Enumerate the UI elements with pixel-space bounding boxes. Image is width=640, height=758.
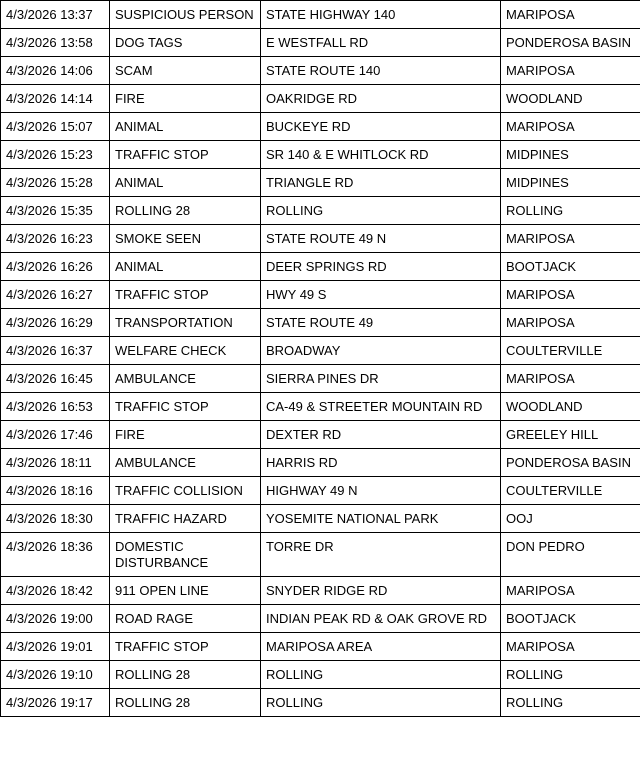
- table-row: [1, 225, 640, 253]
- table-row: [1, 281, 640, 309]
- area-cell: MARIPOSA: [501, 57, 640, 85]
- datetime-cell: 4/3/2026 19:01: [1, 633, 110, 661]
- area-cell: COULTERVILLE: [501, 477, 640, 505]
- datetime-cell: 4/3/2026 15:23: [1, 141, 110, 169]
- table-row: [1, 113, 640, 141]
- area-cell: COULTERVILLE: [501, 337, 640, 365]
- location-cell: DEXTER RD: [261, 421, 501, 449]
- location-cell: E WESTFALL RD: [261, 29, 501, 57]
- location-cell: OAKRIDGE RD: [261, 85, 501, 113]
- location-cell: BROADWAY: [261, 337, 501, 365]
- datetime-cell: 4/3/2026 16:37: [1, 337, 110, 365]
- datetime-cell: 4/3/2026 16:29: [1, 309, 110, 337]
- location-cell: YOSEMITE NATIONAL PARK: [261, 505, 501, 533]
- location-cell: ROLLING: [261, 197, 501, 225]
- area-cell: GREELEY HILL: [501, 421, 640, 449]
- datetime-cell: 4/3/2026 13:37: [1, 1, 110, 29]
- datetime-cell: 4/3/2026 14:06: [1, 57, 110, 85]
- call-type-cell: FIRE: [110, 85, 261, 113]
- datetime-cell: 4/3/2026 16:23: [1, 225, 110, 253]
- area-cell: MARIPOSA: [501, 113, 640, 141]
- location-cell: SR 140 & E WHITLOCK RD: [261, 141, 501, 169]
- call-type-cell: TRAFFIC STOP: [110, 393, 261, 421]
- datetime-cell: 4/3/2026 16:45: [1, 365, 110, 393]
- table-row: [1, 605, 640, 633]
- table-row: [1, 337, 640, 365]
- table-row: [1, 365, 640, 393]
- area-cell: PONDEROSA BASIN: [501, 29, 640, 57]
- area-cell: MARIPOSA: [501, 577, 640, 605]
- table-row: [1, 533, 640, 577]
- location-cell: HWY 49 S: [261, 281, 501, 309]
- datetime-cell: 4/3/2026 15:28: [1, 169, 110, 197]
- location-cell: TRIANGLE RD: [261, 169, 501, 197]
- call-type-cell: DOMESTIC DISTURBANCE: [110, 533, 261, 577]
- datetime-cell: 4/3/2026 19:17: [1, 689, 110, 717]
- table-row: [1, 141, 640, 169]
- call-type-cell: SUSPICIOUS PERSON: [110, 1, 261, 29]
- table-row: [1, 577, 640, 605]
- table-row: [1, 661, 640, 689]
- table-row: [1, 633, 640, 661]
- area-cell: MARIPOSA: [501, 281, 640, 309]
- call-type-cell: ANIMAL: [110, 169, 261, 197]
- location-cell: BUCKEYE RD: [261, 113, 501, 141]
- table-row: [1, 689, 640, 717]
- table-row: [1, 85, 640, 113]
- call-type-cell: DOG TAGS: [110, 29, 261, 57]
- location-cell: STATE ROUTE 49: [261, 309, 501, 337]
- call-type-cell: TRAFFIC COLLISION: [110, 477, 261, 505]
- call-type-cell: 911 OPEN LINE: [110, 577, 261, 605]
- datetime-cell: 4/3/2026 17:46: [1, 421, 110, 449]
- datetime-cell: 4/3/2026 13:58: [1, 29, 110, 57]
- area-cell: MARIPOSA: [501, 365, 640, 393]
- area-cell: BOOTJACK: [501, 605, 640, 633]
- datetime-cell: 4/3/2026 18:36: [1, 533, 110, 577]
- table-row: [1, 197, 640, 225]
- table-row: [1, 169, 640, 197]
- location-cell: SNYDER RIDGE RD: [261, 577, 501, 605]
- table-row: [1, 477, 640, 505]
- datetime-cell: 4/3/2026 16:53: [1, 393, 110, 421]
- table-row: [1, 393, 640, 421]
- area-cell: DON PEDRO: [501, 533, 640, 577]
- call-type-cell: TRAFFIC STOP: [110, 281, 261, 309]
- area-cell: MARIPOSA: [501, 633, 640, 661]
- call-type-cell: TRANSPORTATION: [110, 309, 261, 337]
- area-cell: MARIPOSA: [501, 1, 640, 29]
- location-cell: ROLLING: [261, 689, 501, 717]
- area-cell: ROLLING: [501, 197, 640, 225]
- area-cell: WOODLAND: [501, 393, 640, 421]
- location-cell: DEER SPRINGS RD: [261, 253, 501, 281]
- table-row: [1, 253, 640, 281]
- datetime-cell: 4/3/2026 16:26: [1, 253, 110, 281]
- call-type-cell: ROAD RAGE: [110, 605, 261, 633]
- table-row: [1, 29, 640, 57]
- location-cell: HARRIS RD: [261, 449, 501, 477]
- datetime-cell: 4/3/2026 19:00: [1, 605, 110, 633]
- table-row: [1, 505, 640, 533]
- datetime-cell: 4/3/2026 16:27: [1, 281, 110, 309]
- call-type-cell: ROLLING 28: [110, 661, 261, 689]
- datetime-cell: 4/3/2026 18:42: [1, 577, 110, 605]
- area-cell: OOJ: [501, 505, 640, 533]
- area-cell: ROLLING: [501, 661, 640, 689]
- datetime-cell: 4/3/2026 14:14: [1, 85, 110, 113]
- call-type-cell: AMBULANCE: [110, 365, 261, 393]
- call-type-cell: TRAFFIC STOP: [110, 141, 261, 169]
- datetime-cell: 4/3/2026 15:07: [1, 113, 110, 141]
- area-cell: MIDPINES: [501, 169, 640, 197]
- call-type-cell: TRAFFIC STOP: [110, 633, 261, 661]
- location-cell: HIGHWAY 49 N: [261, 477, 501, 505]
- location-cell: STATE ROUTE 140: [261, 57, 501, 85]
- call-type-cell: ROLLING 28: [110, 689, 261, 717]
- datetime-cell: 4/3/2026 18:30: [1, 505, 110, 533]
- call-type-cell: SMOKE SEEN: [110, 225, 261, 253]
- call-type-cell: FIRE: [110, 421, 261, 449]
- location-cell: MARIPOSA AREA: [261, 633, 501, 661]
- dispatch-log-body: [1, 1, 640, 717]
- call-type-cell: ANIMAL: [110, 253, 261, 281]
- table-row: [1, 421, 640, 449]
- datetime-cell: 4/3/2026 18:11: [1, 449, 110, 477]
- area-cell: MARIPOSA: [501, 309, 640, 337]
- table-row: [1, 449, 640, 477]
- location-cell: CA-49 & STREETER MOUNTAIN RD: [261, 393, 501, 421]
- location-cell: STATE HIGHWAY 140: [261, 1, 501, 29]
- table-row: [1, 309, 640, 337]
- area-cell: MARIPOSA: [501, 225, 640, 253]
- call-type-cell: WELFARE CHECK: [110, 337, 261, 365]
- datetime-cell: 4/3/2026 19:10: [1, 661, 110, 689]
- call-type-cell: SCAM: [110, 57, 261, 85]
- datetime-cell: 4/3/2026 18:16: [1, 477, 110, 505]
- location-cell: ROLLING: [261, 661, 501, 689]
- call-type-cell: ROLLING 28: [110, 197, 261, 225]
- area-cell: BOOTJACK: [501, 253, 640, 281]
- location-cell: INDIAN PEAK RD & OAK GROVE RD: [261, 605, 501, 633]
- location-cell: STATE ROUTE 49 N: [261, 225, 501, 253]
- call-type-cell: TRAFFIC HAZARD: [110, 505, 261, 533]
- call-type-cell: AMBULANCE: [110, 449, 261, 477]
- area-cell: ROLLING: [501, 689, 640, 717]
- area-cell: PONDEROSA BASIN: [501, 449, 640, 477]
- datetime-cell: 4/3/2026 15:35: [1, 197, 110, 225]
- table-row: [1, 1, 640, 29]
- location-cell: SIERRA PINES DR: [261, 365, 501, 393]
- table-row: [1, 57, 640, 85]
- call-type-cell: ANIMAL: [110, 113, 261, 141]
- area-cell: MIDPINES: [501, 141, 640, 169]
- area-cell: WOODLAND: [501, 85, 640, 113]
- location-cell: TORRE DR: [261, 533, 501, 577]
